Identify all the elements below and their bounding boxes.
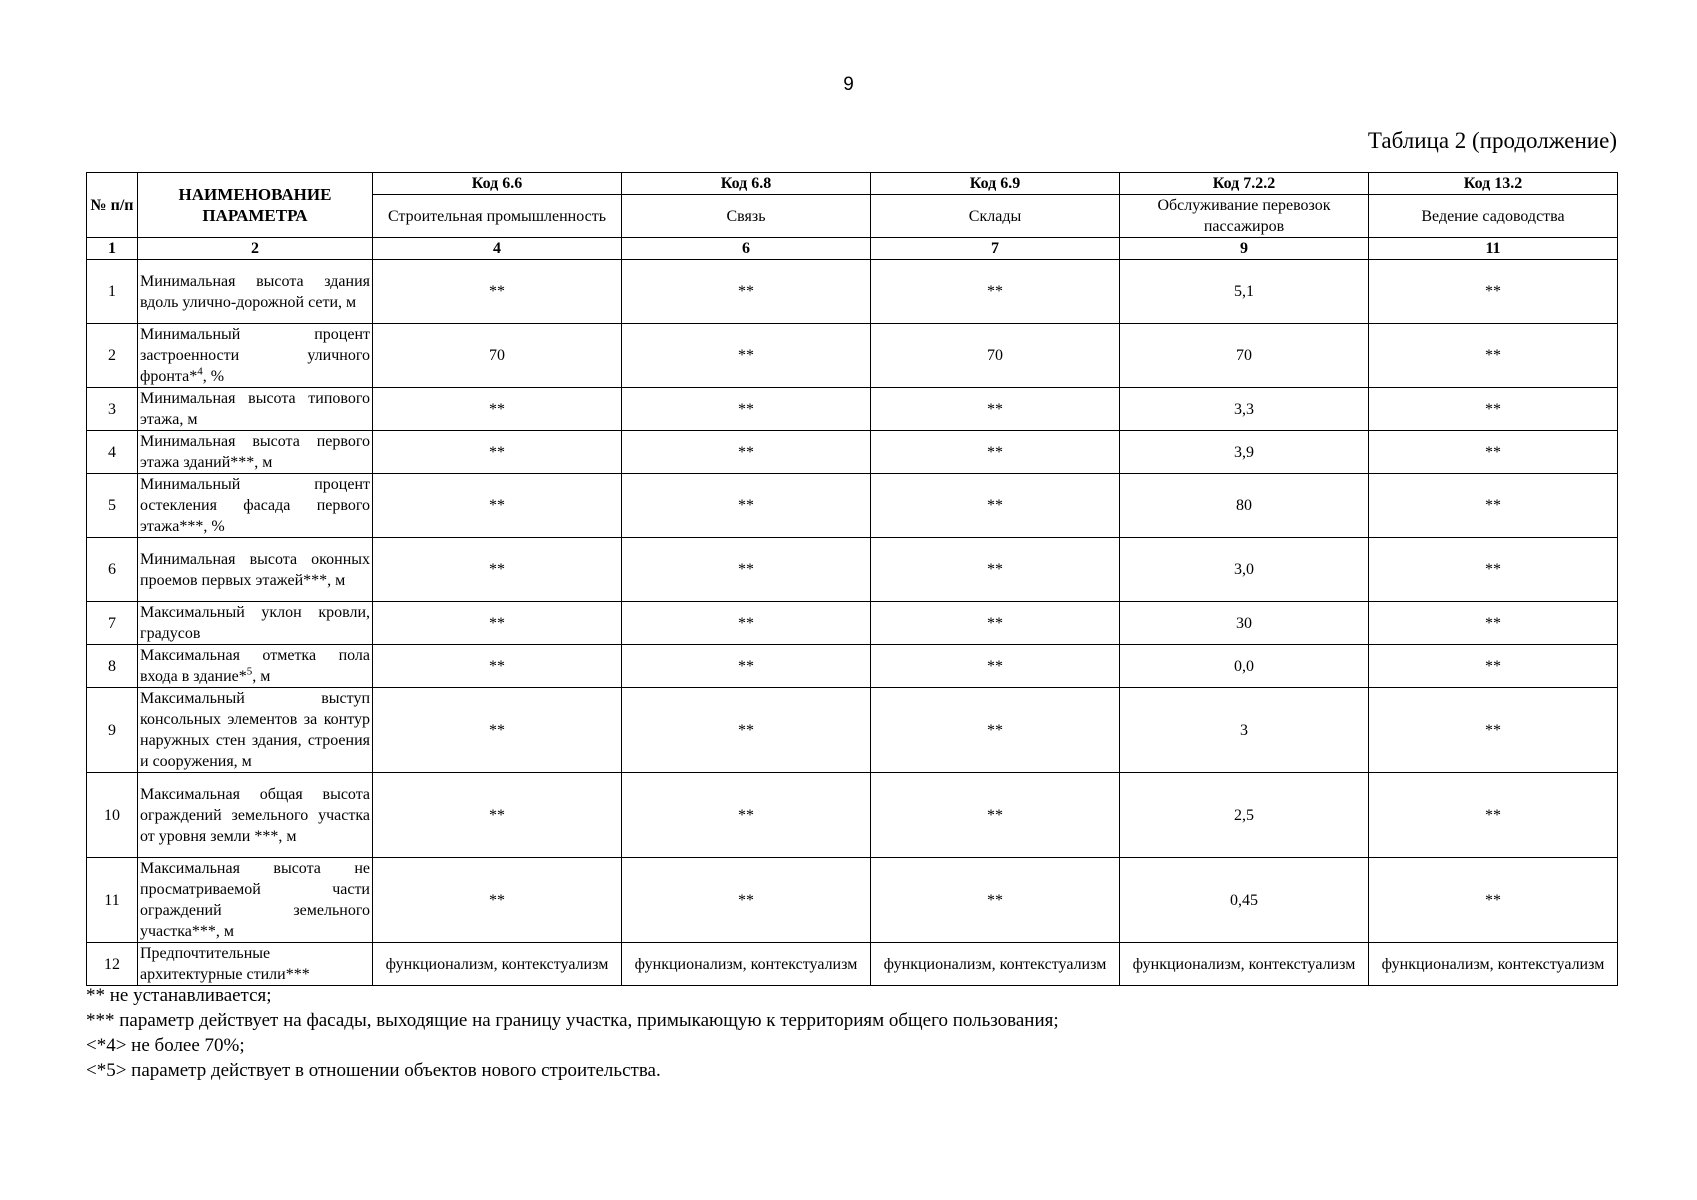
parameter-name — [138, 688, 373, 773]
value-cell: 70 — [1120, 324, 1369, 388]
column-index: 6 — [622, 238, 871, 260]
value-cell: ** — [622, 602, 871, 645]
value-cell: 70 — [373, 324, 622, 388]
footnotes — [86, 983, 1617, 1083]
table-row — [87, 260, 1618, 324]
value-cell: ** — [871, 431, 1120, 474]
value-cell: ** — [1369, 388, 1618, 431]
value-cell: функционализм, контекстуализм — [373, 943, 622, 986]
row-number: 2 — [87, 324, 138, 388]
parameter-name — [138, 388, 373, 431]
table-row — [87, 324, 1618, 388]
value-cell: ** — [1369, 431, 1618, 474]
value-cell: ** — [871, 602, 1120, 645]
value-cell: ** — [1369, 474, 1618, 538]
parameter-text: Максимальная высота не просматриваемой части ограждений земельного участка***, м — [140, 860, 370, 940]
footnote: <*4> не более 70%; — [86, 1035, 245, 1056]
row-number: 4 — [87, 431, 138, 474]
table-row — [87, 645, 1618, 688]
row-number: 6 — [87, 538, 138, 602]
footnote: *** параметр действует на фасады, выходящие на границу участка, примыкающую к территориям общего пользования; — [86, 1010, 1059, 1031]
value-cell: ** — [1369, 538, 1618, 602]
value-cell: 5,1 — [1120, 260, 1369, 324]
column-header-use-name: Обслуживание перевозок пассажиров — [1120, 195, 1369, 238]
value-cell: функционализм, контекстуализм — [622, 943, 871, 986]
value-cell: ** — [622, 688, 871, 773]
value-cell: ** — [622, 645, 871, 688]
value-cell: 3,0 — [1120, 538, 1369, 602]
parameter-name — [138, 943, 373, 986]
value-cell: 80 — [1120, 474, 1369, 538]
table-body — [87, 260, 1618, 986]
table-row — [87, 474, 1618, 538]
value-cell: ** — [622, 431, 871, 474]
table-row — [87, 388, 1618, 431]
column-header-parameter: НАИМЕНОВАНИЕ ПАРАМЕТРА — [138, 173, 373, 238]
value-cell: ** — [871, 260, 1120, 324]
parameter-name — [138, 260, 373, 324]
row-number: 10 — [87, 773, 138, 858]
table-row — [87, 773, 1618, 858]
value-cell: ** — [622, 858, 871, 943]
column-header-code: Код 6.6 — [373, 173, 622, 195]
value-cell: 2,5 — [1120, 773, 1369, 858]
parameter-text: Максимальная общая высота ограждений земельного участка от уровня земли ***, м — [140, 785, 370, 845]
value-cell: 0,0 — [1120, 645, 1369, 688]
value-cell: ** — [373, 645, 622, 688]
column-header-use-name: Ведение садоводства — [1369, 195, 1618, 238]
parameter-text: Максимальная отметка пола входа в здание* — [140, 647, 370, 685]
value-cell: ** — [373, 388, 622, 431]
value-cell: ** — [622, 388, 871, 431]
footnote-reference: 4 — [197, 365, 203, 378]
column-header-code: Код 7.2.2 — [1120, 173, 1369, 195]
footnote: <*5> параметр действует в отношении объектов нового строительства. — [86, 1060, 661, 1081]
parameter-text: Максимальный уклон кровли, градусов — [140, 604, 370, 642]
value-cell: 3,3 — [1120, 388, 1369, 431]
parameter-text: Предпочтительные архитектурные стили*** — [140, 945, 310, 983]
parameter-text: Минимальная высота типового этажа, м — [140, 390, 370, 428]
value-cell: ** — [1369, 688, 1618, 773]
value-cell: ** — [373, 602, 622, 645]
value-cell: ** — [373, 431, 622, 474]
column-index: 11 — [1369, 238, 1618, 260]
column-header-number: № п/п — [87, 173, 138, 238]
column-index: 4 — [373, 238, 622, 260]
value-cell: ** — [373, 474, 622, 538]
column-index: 2 — [138, 238, 373, 260]
value-cell: ** — [373, 858, 622, 943]
column-index: 1 — [87, 238, 138, 260]
value-cell: функционализм, контекстуализм — [1120, 943, 1369, 986]
row-number: 11 — [87, 858, 138, 943]
value-cell: ** — [871, 474, 1120, 538]
row-number: 1 — [87, 260, 138, 324]
column-index: 7 — [871, 238, 1120, 260]
parameter-text: Минимальный процент застроенности уличного фронта* — [140, 326, 370, 385]
value-cell: ** — [871, 538, 1120, 602]
column-header-code: Код 6.8 — [622, 173, 871, 195]
parameter-text: Минимальная высота оконных проемов первых этажей***, м — [140, 550, 370, 589]
table-row — [87, 431, 1618, 474]
value-cell: ** — [373, 773, 622, 858]
table-row — [87, 538, 1618, 602]
parameter-name — [138, 538, 373, 602]
table-caption: Таблица 2 (продолжение) — [1367, 128, 1617, 153]
value-cell: 0,45 — [1120, 858, 1369, 943]
parameter-text: Максимальный выступ консольных элементов за контур наружных стен здания, строения и сооружения, м — [140, 690, 370, 770]
row-number: 3 — [87, 388, 138, 431]
parameter-name — [138, 474, 373, 538]
row-number: 9 — [87, 688, 138, 773]
parameter-text: Минимальная высота здания вдоль улично-дорожной сети, м — [140, 272, 370, 311]
value-cell: функционализм, контекстуализм — [1369, 943, 1618, 986]
table-row — [87, 688, 1618, 773]
parameter-name — [138, 858, 373, 943]
value-cell: ** — [622, 260, 871, 324]
value-cell: ** — [871, 645, 1120, 688]
column-header-use-name: Связь — [622, 195, 871, 238]
value-cell: ** — [373, 688, 622, 773]
value-cell: ** — [1369, 602, 1618, 645]
value-cell: функционализм, контекстуализм — [871, 943, 1120, 986]
parameter-name — [138, 773, 373, 858]
footnote-reference: 5 — [246, 665, 253, 678]
value-cell: ** — [871, 688, 1120, 773]
row-number: 12 — [87, 943, 138, 986]
table-row — [87, 943, 1618, 986]
value-cell: ** — [622, 474, 871, 538]
parameter-unit: , % — [202, 368, 225, 385]
value-cell: ** — [622, 538, 871, 602]
value-cell: ** — [622, 324, 871, 388]
table-row — [87, 858, 1618, 943]
parameter-name — [138, 431, 373, 474]
value-cell: ** — [1369, 645, 1618, 688]
parameter-name — [138, 324, 373, 388]
value-cell: ** — [1369, 773, 1618, 858]
value-cell: ** — [1369, 260, 1618, 324]
value-cell: 70 — [871, 324, 1120, 388]
value-cell: ** — [373, 538, 622, 602]
value-cell: ** — [373, 260, 622, 324]
value-cell: ** — [871, 388, 1120, 431]
row-number: 5 — [87, 474, 138, 538]
column-header-code: Код 13.2 — [1369, 173, 1618, 195]
row-number: 7 — [87, 602, 138, 645]
value-cell: 30 — [1120, 602, 1369, 645]
value-cell: 3 — [1120, 688, 1369, 773]
column-header-use-name: Строительная промышленность — [373, 195, 622, 238]
parameter-name — [138, 602, 373, 645]
column-index-row — [87, 238, 1618, 260]
parameters-table — [86, 172, 1618, 986]
value-cell: ** — [1369, 858, 1618, 943]
value-cell: ** — [871, 858, 1120, 943]
parameter-unit: , м — [252, 668, 271, 685]
footnote: ** не устанавливается; — [86, 985, 272, 1006]
value-cell: ** — [622, 773, 871, 858]
parameter-text: Минимальный процент остекления фасада первого этажа***, % — [140, 476, 370, 535]
table-row — [87, 602, 1618, 645]
column-header-use-name: Склады — [871, 195, 1120, 238]
column-header-code: Код 6.9 — [871, 173, 1120, 195]
value-cell: ** — [871, 773, 1120, 858]
value-cell: 3,9 — [1120, 431, 1369, 474]
value-cell: ** — [1369, 324, 1618, 388]
parameter-name — [138, 645, 373, 688]
parameter-text: Минимальная высота первого этажа зданий***, м — [140, 433, 370, 471]
row-number: 8 — [87, 645, 138, 688]
page-number: 9 — [843, 74, 854, 95]
column-index: 9 — [1120, 238, 1369, 260]
